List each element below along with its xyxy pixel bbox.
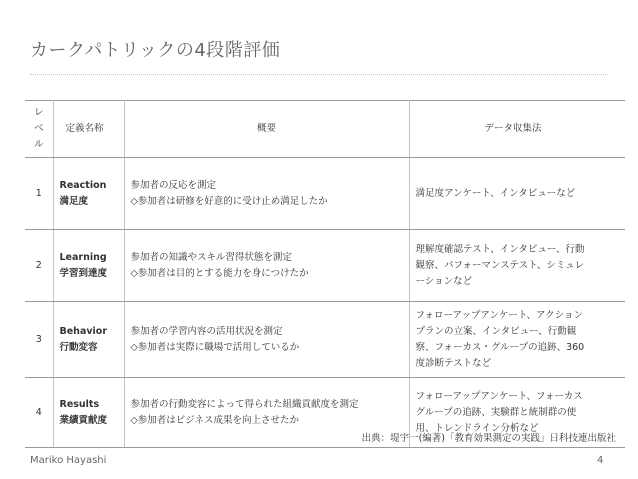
- level-cell: 1: [25, 158, 53, 230]
- definition-cell: [53, 302, 124, 378]
- definition-ja: 行動変容: [59, 341, 98, 353]
- data-line: 理解度確認テスト、インタビュー、行動: [415, 243, 585, 255]
- source-citation: 出典：堤宇一(編著)「教育効果測定の実践」日科技連出版社: [361, 433, 616, 444]
- data-line: フォローアップアンケート、アクション: [415, 309, 583, 321]
- data-collection-cell: [409, 230, 625, 302]
- definition-ja: 学習到達度: [59, 267, 108, 279]
- definition-cell: [53, 378, 124, 448]
- summary-line: 参加者の学習内容の活用状況を測定: [130, 325, 283, 337]
- table-row: [25, 158, 625, 230]
- header-data-collection: データ収集法: [409, 101, 625, 158]
- data-line: 満足度アンケート、インタビューなど: [415, 187, 576, 199]
- level-cell: 2: [25, 230, 53, 302]
- slide-title: カークパトリックの4段階評価: [30, 40, 281, 61]
- level-cell: 4: [25, 378, 53, 448]
- header-summary: 概要: [124, 101, 409, 158]
- data-line: プランの立案、インタビュー、行動観: [415, 325, 577, 337]
- data-line: 度診断テストなど: [415, 357, 492, 369]
- data-line: グループの追跡、実験群と統制群の使: [415, 406, 577, 418]
- data-line: フォローアップアンケート、フォーカス: [415, 390, 583, 402]
- summary-line: ◇参加者は研修を好意的に受け止め満足したか: [130, 195, 328, 207]
- summary-line: 参加者の反応を測定: [130, 179, 217, 191]
- header-level: レベル: [25, 101, 53, 158]
- title-divider: [30, 74, 608, 75]
- definition-en: Reaction: [59, 179, 107, 191]
- header-definition: 定義名称: [53, 101, 124, 158]
- level-cell: 3: [25, 302, 53, 378]
- definition-cell: [53, 230, 124, 302]
- data-collection-cell: [409, 158, 625, 230]
- data-line: 観察、パフォーマンステスト、シミュレ: [415, 259, 585, 271]
- definition-en: Learning: [59, 251, 107, 263]
- summary-line: ◇参加者は目的とする能力を身につけたか: [130, 267, 309, 279]
- summary-cell: [124, 158, 409, 230]
- definition-ja: 満足度: [59, 195, 89, 207]
- page-number: 4: [597, 455, 604, 466]
- summary-line: 参加者の行動変容によって得られた組織貢献度を測定: [130, 398, 359, 410]
- definition-cell: [53, 158, 124, 230]
- data-collection-cell: [409, 302, 625, 378]
- summary-line: ◇参加者は実際に職場で活用しているか: [130, 341, 300, 353]
- author-name: Mariko Hayashi: [30, 455, 107, 466]
- kirkpatrick-table: [25, 100, 625, 448]
- table-header-row: [25, 101, 625, 158]
- data-line: 用、トレンドライン分析など: [415, 422, 539, 434]
- table-row: [25, 230, 625, 302]
- table-row: [25, 302, 625, 378]
- definition-ja: 業績貢献度: [59, 414, 108, 426]
- data-line: 察、フォーカス・グループの追跡、360: [415, 341, 585, 353]
- summary-line: ◇参加者はビジネス成果を向上させたか: [130, 414, 300, 426]
- summary-line: 参加者の知識やスキル習得状態を測定: [130, 251, 292, 263]
- summary-cell: [124, 302, 409, 378]
- summary-cell: [124, 230, 409, 302]
- data-line: ーションなど: [415, 275, 473, 287]
- definition-en: Results: [59, 398, 100, 410]
- definition-en: Behavior: [59, 325, 108, 337]
